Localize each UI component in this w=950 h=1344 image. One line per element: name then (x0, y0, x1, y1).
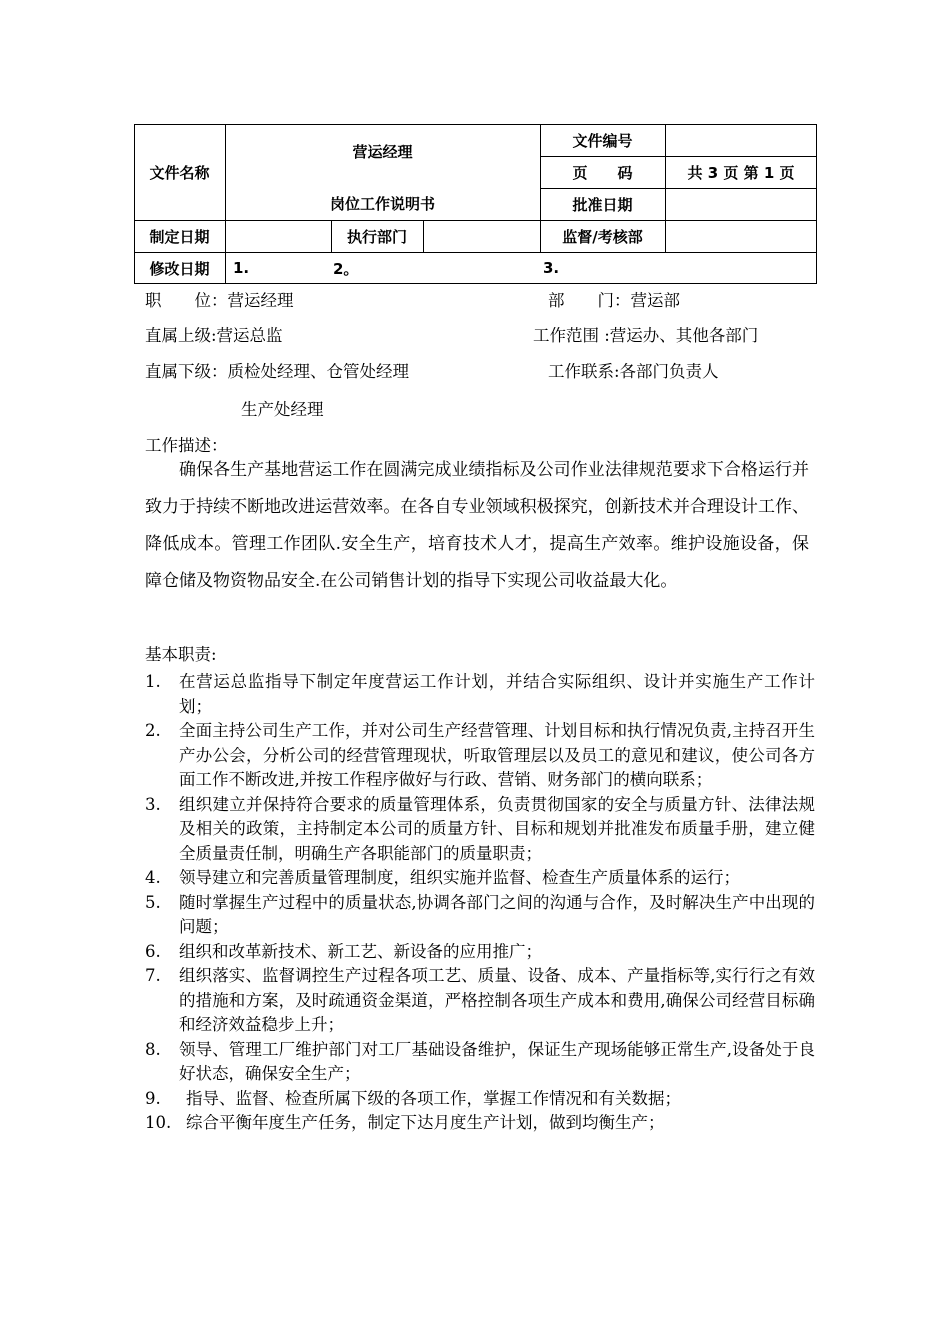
item-text: 综合平衡年度生产任务，制定下达月度生产计划，做到均衡生产； (186, 1113, 665, 1132)
subordinates-line-2: 生产处经理 (241, 400, 324, 419)
item-text: 领导、管理工厂维护部门对工厂基础设备维护，保证生产现场能够正常生产,设备处于良好状态，确保安全生产； (179, 1039, 815, 1083)
document-title-line1: 营运经理 (352, 142, 413, 161)
item-text: 在营运总监指导下制定年度营运工作计划，并结合实际组织、设计并实施生产工作计划； (179, 672, 815, 716)
document-title-line2: 岗位工作说明书 (329, 194, 435, 213)
item-number: 5. (145, 892, 161, 912)
position-line: 职 位：营运经理 (145, 291, 294, 310)
list-item (145, 1038, 815, 1087)
list-item (145, 670, 815, 719)
item-number: 9. (145, 1088, 161, 1108)
item-number: 8. (145, 1039, 161, 1059)
work-contacts-line: 工作联系:各部门负责人 (548, 362, 719, 381)
duties-list (145, 670, 815, 1136)
modified-entry-1: 1. (233, 259, 250, 277)
list-item (145, 1087, 815, 1112)
supervise-dept-label: 监督/考核部 (562, 227, 643, 246)
table-divider (423, 220, 424, 252)
work-description-heading: 工作描述： (145, 436, 228, 455)
item-number: 10. (145, 1113, 172, 1132)
list-item (145, 719, 815, 793)
item-text: 随时掌握生产过程中的质量状态,协调各部门之间的沟通与合作，及时解决生产中出现的问题； (179, 892, 815, 936)
duties-heading: 基本职责: (145, 645, 217, 664)
list-item (145, 964, 815, 1038)
page-label: 页 码 (572, 163, 633, 182)
list-item (145, 793, 815, 867)
file-number-label: 文件编号 (572, 131, 633, 150)
department-line: 部 门：营运部 (548, 291, 680, 310)
list-item (145, 1111, 815, 1136)
item-text: 组织建立并保持符合要求的质量管理体系，负责贯彻国家的安全与质量方针、法律法规及相关的政策，主持制定本公司的质量方针、目标和规划并批准发布质量手册，建立健全质量责任制，明确生产各职能部门的质量职责； (179, 794, 815, 863)
subordinates-line: 直属下级：质检处经理、仓管处经理 (145, 362, 409, 381)
approve-date-label: 批准日期 (572, 195, 633, 214)
list-item (145, 866, 815, 891)
exec-dept-label: 执行部门 (346, 227, 407, 246)
item-text: 领导建立和完善质量管理制度，组织实施并监督、检查生产质量体系的运行； (179, 868, 740, 887)
page-value: 共 3 页 第 1 页 (687, 163, 795, 182)
work-description-text: 确保各生产基地营运工作在圆满完成业绩指标及公司作业法律规范要求下合格运行并致力于持续不断地改进运营效率。在各自专业领域积极探究，创新技术并合理设计工作、降低成本。管理工作团队.安全生产，培育技术人才，提高生产效率。维护设施设备，保障仓储及物资物品安全.在公司销售计划的指导下实现公司收益最大化。 (145, 460, 809, 591)
item-number: 1. (145, 672, 161, 691)
document-header-table (134, 124, 817, 284)
item-number: 6. (145, 941, 161, 961)
item-text: 组织落实、监督调控生产过程各项工艺、质量、设备、成本、产量指标等,实行行之有效的措施和方案，及时疏通资金渠道，严格控制各项生产成本和费用,确保公司经营目标确和经济效益稳步上升； (179, 966, 815, 1034)
item-number: 7. (145, 966, 161, 985)
modified-entry-2: 2。 (333, 259, 359, 278)
work-scope-line: 工作范围 :营运办、其他各部门 (533, 326, 759, 345)
list-item (145, 940, 815, 965)
modified-entry-3: 3. (543, 259, 560, 277)
file-number-value (665, 124, 817, 156)
item-text: 指导、监督、检查所属下级的各项工作，掌握工作情况和有关数据； (186, 1088, 681, 1108)
item-number: 3. (145, 794, 161, 814)
item-text: 组织和改革新技术、新工艺、新设备的应用推广； (179, 941, 542, 961)
item-number: 2. (145, 721, 161, 740)
file-name-label: 文件名称 (149, 163, 210, 182)
list-item (145, 891, 815, 940)
superior-line: 直属上级:营运总监 (145, 326, 283, 345)
created-date-label: 制定日期 (149, 227, 210, 246)
item-number: 4. (145, 868, 161, 887)
modified-date-label: 修改日期 (149, 259, 210, 278)
item-text: 全面主持公司生产工作，并对公司生产经营管理、计划目标和执行情况负责,主持召开生产办公会，分析公司的经营管理现状，听取管理层以及员工的意见和建议，使公司各方面工作不断改进,并按工作程序做好与行政、营销、财务部门的横向联系； (179, 721, 815, 789)
approve-date-value (665, 188, 817, 220)
